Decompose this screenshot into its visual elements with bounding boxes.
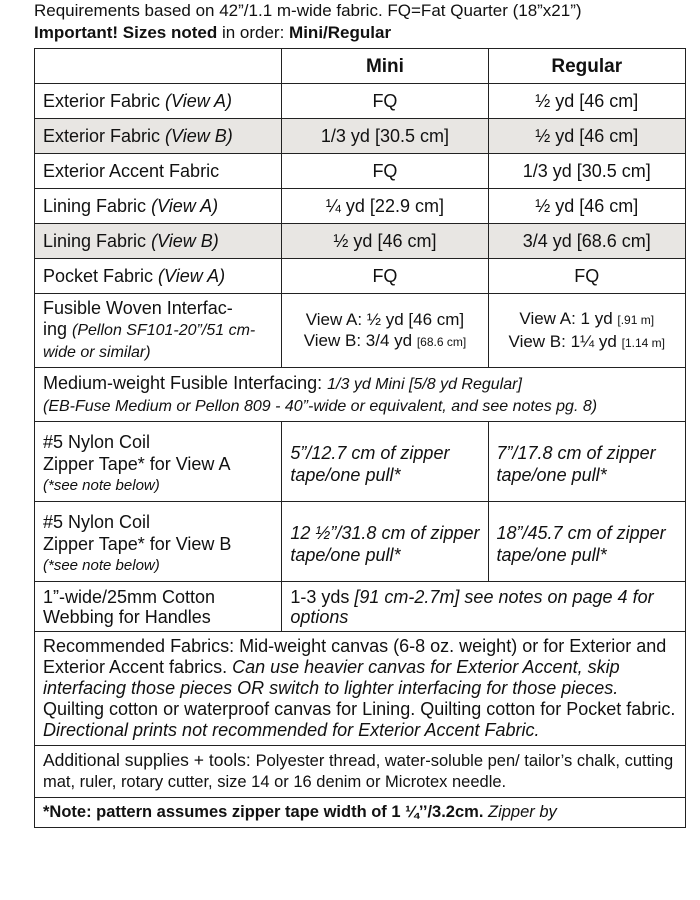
row-label: Exterior Accent Fabric [35, 154, 282, 189]
webbing-label: 1”-wide/25mm Cotton Webbing for Handles [35, 582, 282, 632]
zipper-a-mini: 5”/12.7 cm of zipper tape/one pull* [282, 422, 488, 502]
zipper-b-row [35, 502, 686, 582]
row-label: Exterior Fabric (View A) [35, 84, 282, 119]
fusible-regular: View A: 1 yd [.91 m] View B: 1¼ yd [1.14 m] [488, 294, 685, 368]
row-label: Lining Fabric (View A) [35, 189, 282, 224]
webbing-row [35, 582, 686, 632]
header-mini: Mini [282, 49, 488, 84]
mini-value: FQ [282, 154, 488, 189]
header-blank [35, 49, 282, 84]
requirements-table [34, 48, 686, 828]
fusible-mini: View A: ½ yd [46 cm] View B: 3/4 yd [68.6 cm] [282, 294, 488, 368]
mini-value: 1/3 yd [30.5 cm] [282, 119, 488, 154]
row-label: Exterior Fabric (View B) [35, 119, 282, 154]
table-row [35, 259, 686, 294]
row-label: Lining Fabric (View B) [35, 224, 282, 259]
fusible-label: Fusible Woven Interfac- ing (Pellon SF101-20”/51 cm-wide or similar) [35, 294, 282, 368]
regular-value: 1/3 yd [30.5 cm] [488, 154, 685, 189]
regular-value: ½ yd [46 cm] [488, 84, 685, 119]
zipper-b-mini: 12 ½”/31.8 cm of zipper tape/one pull* [282, 502, 488, 582]
regular-value: 3/4 yd [68.6 cm] [488, 224, 685, 259]
note-cell: *Note: pattern assumes zipper tape width of 1 ¼’’/3.2cm. Zipper by [35, 798, 686, 828]
table-row [35, 224, 686, 259]
mini-value: FQ [282, 84, 488, 119]
recommended-fabrics-row [35, 632, 686, 746]
header-row [35, 49, 686, 84]
regular-value: FQ [488, 259, 685, 294]
table-row [35, 84, 686, 119]
table-row [35, 119, 686, 154]
additional-supplies-cell: Additional supplies + tools: Polyester thread, water-soluble pen/ tailor’s chalk, cutting mat, ruler, rotary cutter, size 14 or 16 denim or Microtex needle. [35, 746, 686, 798]
mini-value: ½ yd [46 cm] [282, 224, 488, 259]
table-row [35, 154, 686, 189]
zipper-b-regular: 18”/45.7 cm of zipper tape/one pull* [488, 502, 685, 582]
header-regular: Regular [488, 49, 685, 84]
zipper-a-label: #5 Nylon Coil Zipper Tape* for View A (*see note below) [35, 422, 282, 502]
intro-sizes-line: Important! Sizes noted in order: Mini/Regular [34, 23, 392, 42]
mini-value: FQ [282, 259, 488, 294]
medium-interfacing-row [35, 368, 686, 422]
regular-value: ½ yd [46 cm] [488, 189, 685, 224]
intro-requirements-line: Requirements based on 42”/1.1 m-wide fabric. FQ=Fat Quarter (18”x21”) [34, 1, 582, 20]
row-label: Pocket Fabric (View A) [35, 259, 282, 294]
zipper-a-regular: 7”/17.8 cm of zipper tape/one pull* [488, 422, 685, 502]
mini-value: ¼ yd [22.9 cm] [282, 189, 488, 224]
zipper-a-row [35, 422, 686, 502]
fusible-woven-row [35, 294, 686, 368]
table-row [35, 189, 686, 224]
recommended-fabrics-cell: Recommended Fabrics: Mid-weight canvas (6-8 oz. weight) or for Exterior and Exterior Accent fabrics. Can use heavier canvas for Exterior Accent, skip interfacing those pieces OR switch to lighter interfacing for those pieces. Quilting cotton or waterproof canvas for Lining. Quilting cotton for Pocket fabric. Directional prints not recommended for Exterior Accent Fabric. [35, 632, 686, 746]
regular-value: ½ yd [46 cm] [488, 119, 685, 154]
additional-supplies-row [35, 746, 686, 798]
zipper-b-label: #5 Nylon Coil Zipper Tape* for View B (*see note below) [35, 502, 282, 582]
note-row [35, 798, 686, 828]
medium-interfacing-cell: Medium-weight Fusible Interfacing: 1/3 yd Mini [5/8 yd Regular] (EB-Fuse Medium or Pellon 809 - 40”-wide or equivalent, and see notes pg. 8) [35, 368, 686, 422]
webbing-value: 1-3 yds [91 cm-2.7m] see notes on page 4 for options [282, 582, 686, 632]
